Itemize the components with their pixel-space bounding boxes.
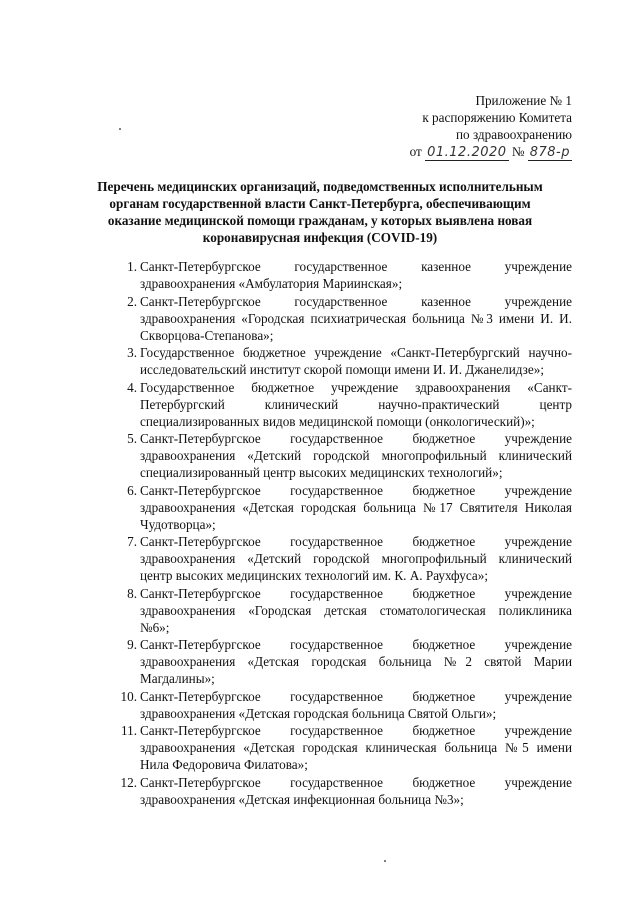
list-item bbox=[100, 585, 572, 636]
list-item-text-line: Санкт-Петербургское государственное казенное учреждение bbox=[140, 293, 572, 309]
list-item-text-line: исследовательский институт скорой помощи имени И. И. Джанелидзе»; bbox=[140, 362, 544, 377]
list-item-number: 8. bbox=[127, 585, 137, 601]
list-item-text-line: Санкт-Петербургское государственное бюджетное учреждение bbox=[140, 637, 572, 652]
order-date-handwritten: 01.12.2020 bbox=[427, 145, 507, 160]
order-prefix: от bbox=[409, 144, 422, 159]
list-item-number: 4. bbox=[127, 379, 137, 395]
list-item-text-line: №6»; bbox=[140, 619, 170, 635]
title-line: коронавирусная инфекция (COVID-19) bbox=[202, 230, 438, 245]
list-item-text-line: здравоохранения «Детская инфекционная больница №3»; bbox=[140, 791, 464, 807]
list-item-text-line: Санкт-Петербургское государственное казенное учреждение bbox=[140, 259, 572, 274]
list-item-number: 9. bbox=[127, 637, 137, 652]
list-item-text-line: Санкт-Петербургское государственное бюджетное учреждение bbox=[140, 534, 572, 549]
list-item-text-line: здравоохранения «Детская городская больница №17 Святителя Николая bbox=[140, 499, 572, 515]
order-number-handwritten: 878-р bbox=[529, 145, 570, 160]
list-item-number: 5. bbox=[127, 431, 137, 446]
appendix-header bbox=[410, 92, 572, 161]
list-item-text-line: Санкт-Петербургское государственное бюджетное учреждение bbox=[140, 774, 572, 790]
list-item bbox=[100, 258, 572, 292]
list-item-text-line: Санкт-Петербургское государственное бюджетное учреждение bbox=[140, 431, 572, 446]
list-item-number: 6. bbox=[127, 482, 137, 498]
order-number-label: № bbox=[511, 144, 525, 159]
list-item-text-line: Чудотворца»; bbox=[140, 516, 216, 532]
list-item-number: 12. bbox=[120, 774, 137, 790]
appendix-title: Приложение № 1 bbox=[475, 93, 572, 108]
list-item-number: 11. bbox=[121, 723, 137, 738]
list-item-number: 7. bbox=[127, 534, 137, 549]
list-item-text-line: здравоохранения «Амбулатория Мариинская»; bbox=[140, 276, 403, 291]
list-item-text-line: здравоохранения «Детская городская больница Святой Ольги»; bbox=[140, 705, 497, 721]
list-item-text-line: здравоохранения «Детский городской многопрофильный клинический bbox=[140, 551, 572, 566]
list-item-text-line: Скворцова-Степанова»; bbox=[140, 327, 274, 343]
list-item-number: 1. bbox=[127, 259, 137, 274]
scan-speck bbox=[119, 128, 121, 130]
list-item-text-line: специализированный центр высоких медицинских технологий»; bbox=[140, 465, 503, 480]
list-item-text-line: Нила Федоровича Филатова»; bbox=[140, 757, 308, 772]
list-item-text-line: здравоохранения «Городская психиатрическая больница №3 имени И. И. bbox=[140, 310, 572, 326]
list-item-text-line: центр высоких медицинских технологий им. К. А. Раухфуса»; bbox=[140, 568, 488, 583]
list-item bbox=[100, 379, 572, 430]
appendix-committee: по здравоохранению bbox=[456, 127, 572, 142]
list-item bbox=[100, 344, 572, 378]
organization-list bbox=[100, 258, 572, 808]
list-item-text-line: здравоохранения «Детский городской многопрофильный клинический bbox=[140, 448, 572, 463]
list-item-number: 10. bbox=[120, 688, 137, 704]
list-item-text-line: Петербургский клинический научно-практический центр bbox=[140, 396, 572, 412]
list-item bbox=[100, 636, 572, 687]
list-item-text-line: специализированных видов медицинской помощи (онкологический)»; bbox=[140, 413, 535, 429]
list-item-text-line: здравоохранения «Городская детская стоматологическая поликлиника bbox=[140, 602, 572, 618]
title-line: органам государственной власти Санкт-Петербурга, обеспечивающим bbox=[109, 196, 531, 211]
list-item bbox=[100, 774, 572, 808]
list-item bbox=[100, 430, 572, 481]
list-item-text-line: здравоохранения «Детская городская больница №2 святой Марии bbox=[140, 654, 572, 669]
list-item-text-line: Государственное бюджетное учреждение «Санкт-Петербургский научно- bbox=[140, 345, 572, 360]
title-line: оказание медицинской помощи гражданам, у которых выявлена новая bbox=[107, 213, 533, 228]
list-item bbox=[100, 482, 572, 533]
list-item-text-line: Санкт-Петербургское государственное бюджетное учреждение bbox=[140, 482, 572, 498]
title-line: Перечень медицинских организаций, подведомственных исполнительным bbox=[97, 179, 543, 194]
list-item-text-line: Санкт-Петербургское государственное бюджетное учреждение bbox=[140, 688, 572, 704]
list-item-text-line: здравоохранения «Детская городская клиническая больница №5 имени bbox=[140, 740, 572, 755]
list-item bbox=[100, 533, 572, 584]
list-item-number: 3. bbox=[127, 345, 137, 360]
list-item bbox=[100, 293, 572, 344]
list-item bbox=[100, 722, 572, 773]
appendix-subtitle: к распоряжению Комитета bbox=[422, 110, 572, 125]
order-reference bbox=[410, 143, 572, 161]
list-item-text-line: Магдалины»; bbox=[140, 671, 215, 686]
list-item-number: 2. bbox=[127, 293, 137, 309]
list-item-text-line: Санкт-Петербургское государственное бюджетное учреждение bbox=[140, 585, 572, 601]
scan-speck bbox=[384, 860, 386, 862]
list-item bbox=[100, 688, 572, 722]
list-item-text-line: Государственное бюджетное учреждение здравоохранения «Санкт- bbox=[140, 379, 572, 395]
list-item-text-line: Санкт-Петербургское государственное бюджетное учреждение bbox=[140, 723, 572, 738]
document-title bbox=[90, 178, 550, 246]
